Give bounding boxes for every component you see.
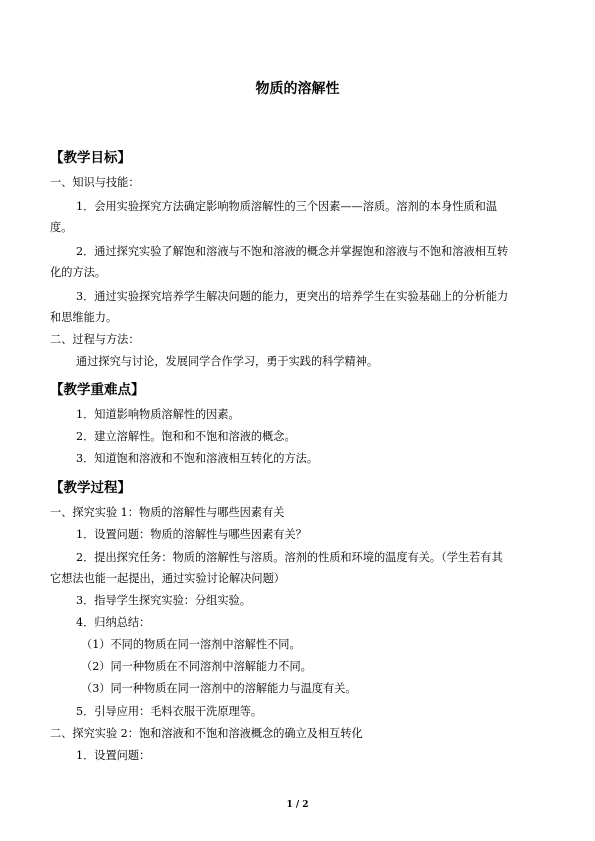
- goals-part1-label: 一、知识与技能：: [50, 176, 140, 189]
- process-exp1-sub3: （3）同一种物质在同一溶剂中的溶解能力与温度有关。: [81, 682, 357, 695]
- process-exp1-item2-line2: 它想法也能一起提出，通过实验讨论解决问题）: [50, 572, 285, 585]
- process-exp1-item2-line1: 2．提出探究任务：物质的溶解性与溶质。溶剂的性质和环境的温度有关。（学生若有其: [76, 551, 503, 564]
- key-point-1: 1．知道影响物质溶解性的因素。: [76, 408, 240, 421]
- process-exp1-sub2: （2）同一种物质在不同溶剂中溶解能力不同。: [81, 660, 312, 673]
- goals-part2-label: 二、过程与方法：: [50, 333, 140, 346]
- page-number: 1 / 2: [286, 800, 309, 810]
- process-exp1-item4: 4．归纳总结：: [76, 616, 151, 629]
- key-point-3: 3．知道饱和溶液和不饱和溶液相互转化的方法。: [76, 452, 319, 465]
- process-exp1-item5: 5．引导应用：毛料衣服干洗原理等。: [76, 705, 263, 718]
- process-exp1-item1: 1．设置问题：物质的溶解性与哪些因素有关？: [76, 528, 307, 541]
- heading-teaching-process: 【教学过程】: [50, 480, 131, 496]
- goals-item1-line1: 1．会用实验探究方法确定影响物质溶解性的三个因素——溶质。溶剂的本身性质和温: [76, 200, 498, 213]
- process-exp2-item1: 1．设置问题：: [76, 749, 151, 762]
- goals-item1-line2: 度。: [50, 221, 73, 234]
- process-exp1-label: 一、探究实验 1：物质的溶解性与哪些因素有关: [50, 506, 285, 519]
- process-exp1-item3: 3．指导学生探究实验：分组实验。: [76, 594, 251, 607]
- page-title: 物质的溶解性: [255, 81, 340, 97]
- key-point-2: 2．建立溶解性。饱和和不饱和溶液的概念。: [76, 430, 296, 443]
- goals-part2-text: 通过探究与讨论，发展同学合作学习，勇于实践的科学精神。: [76, 355, 379, 368]
- goals-item3-line1: 3．通过实验探究培养学生解决问题的能力，更突出的培养学生在实验基础上的分析能力: [76, 290, 509, 303]
- goals-item2-line1: 2．通过探究实验了解饱和溶液与不饱和溶液的概念并掌握饱和溶液与不饱和溶液相互转: [76, 245, 509, 258]
- heading-teaching-goals: 【教学目标】: [50, 150, 131, 166]
- goals-item3-line2: 和思维能力。: [50, 311, 118, 324]
- goals-item2-line2: 化的方法。: [50, 266, 106, 279]
- process-exp1-sub1: （1）不同的物质在同一溶剂中溶解性不同。: [81, 638, 301, 651]
- heading-key-points: 【教学重难点】: [50, 382, 145, 398]
- process-exp2-label: 二、探究实验 2：饱和溶液和不饱和溶液概念的确立及相互转化: [50, 727, 363, 740]
